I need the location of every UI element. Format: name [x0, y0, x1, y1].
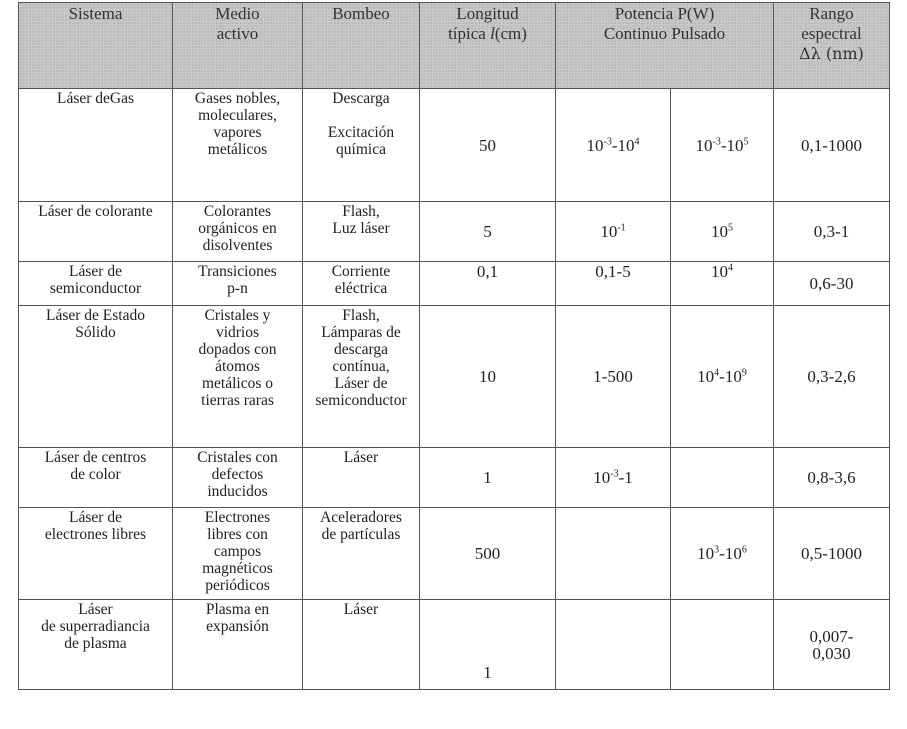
- cell-longitud: 5: [420, 202, 556, 262]
- cell-medio: Cristales y vidrios dopados con átomos metálicos o tierras raras: [173, 306, 303, 448]
- cell-pulsado: $10^4$: [671, 262, 774, 306]
- header-rango-espectral: Rango espectral Δλ (nm): [774, 3, 890, 89]
- cell-medio: Plasma en expansión: [173, 600, 303, 690]
- header-bombeo: Bombeo: [303, 3, 420, 89]
- cell-medio: Colorantes orgánicos en disolventes: [173, 202, 303, 262]
- cell-bombeo: Descarga Excitación química: [303, 89, 420, 202]
- cell-sistema: Láser deGas: [19, 89, 173, 202]
- table-row: [19, 508, 890, 600]
- header-medio-activo: Medio activo: [173, 3, 303, 89]
- cell-bombeo: Láser: [303, 600, 420, 690]
- cell-medio: Gases nobles, moleculares, vapores metálicos: [173, 89, 303, 202]
- cell-bombeo: Flash, Luz láser: [303, 202, 420, 262]
- cell-bombeo: Aceleradores de partículas: [303, 508, 420, 600]
- cell-longitud: 1: [420, 600, 556, 690]
- table-row: [19, 89, 890, 202]
- table-row: [19, 202, 890, 262]
- cell-rango: 0,3-2,6: [774, 306, 890, 448]
- cell-continuo: 0,1-5: [556, 262, 671, 306]
- header-row: [19, 3, 890, 89]
- cell-longitud: 500: [420, 508, 556, 600]
- cell-continuo: 1-500: [556, 306, 671, 448]
- cell-continuo: [556, 508, 671, 600]
- cell-pulsado: $10^3-10^6$: [671, 508, 774, 600]
- cell-rango: 0,5-1000: [774, 508, 890, 600]
- cell-bombeo: Corriente eléctrica: [303, 262, 420, 306]
- cell-sistema: Láser de colorante: [19, 202, 173, 262]
- table-row: [19, 306, 890, 448]
- cell-medio: Cristales con defectos inducidos: [173, 448, 303, 508]
- cell-continuo: $10^{-1}$: [556, 202, 671, 262]
- cell-longitud: 0,1: [420, 262, 556, 306]
- cell-pulsado: $10^{-3}-10^5$: [671, 89, 774, 202]
- cell-sistema: Láser de Estado Sólido: [19, 306, 173, 448]
- cell-sistema: Láser de semiconductor: [19, 262, 173, 306]
- cell-bombeo: Láser: [303, 448, 420, 508]
- cell-bombeo: Flash, Lámparas de descarga contínua, Láser de semiconductor: [303, 306, 420, 448]
- cell-continuo: $10^{-3}-1$: [556, 448, 671, 508]
- table-row: [19, 262, 890, 306]
- cell-longitud: 1: [420, 448, 556, 508]
- cell-rango: 0,1-1000: [774, 89, 890, 202]
- cell-medio: Electrones libres con campos magnéticos periódicos: [173, 508, 303, 600]
- cell-pulsado: [671, 600, 774, 690]
- cell-rango: 0,3-1: [774, 202, 890, 262]
- cell-longitud: 50: [420, 89, 556, 202]
- cell-sistema: Láser de superradiancia de plasma: [19, 600, 173, 690]
- cell-pulsado: $10^5$: [671, 202, 774, 262]
- cell-rango: 0,8-3,6: [774, 448, 890, 508]
- cell-medio: Transiciones p-n: [173, 262, 303, 306]
- cell-longitud: 10: [420, 306, 556, 448]
- cell-sistema: Láser de centros de color: [19, 448, 173, 508]
- header-potencia: Potencia P(W) Continuo Pulsado: [556, 3, 774, 89]
- cell-continuo: $10^{-3}-10^4$: [556, 89, 671, 202]
- laser-systems-table: [18, 2, 890, 690]
- cell-continuo: [556, 600, 671, 690]
- cell-pulsado: $10^4-10^9$: [671, 306, 774, 448]
- cell-pulsado: [671, 448, 774, 508]
- cell-sistema: Láser de electrones libres: [19, 508, 173, 600]
- cell-rango: 0,6-30: [774, 262, 890, 306]
- header-sistema: Sistema: [19, 3, 173, 89]
- table-row: [19, 448, 890, 508]
- table-row: [19, 600, 890, 690]
- header-longitud: Longitud típica l(cm): [420, 3, 556, 89]
- cell-rango: 0,007- 0,030: [774, 600, 890, 690]
